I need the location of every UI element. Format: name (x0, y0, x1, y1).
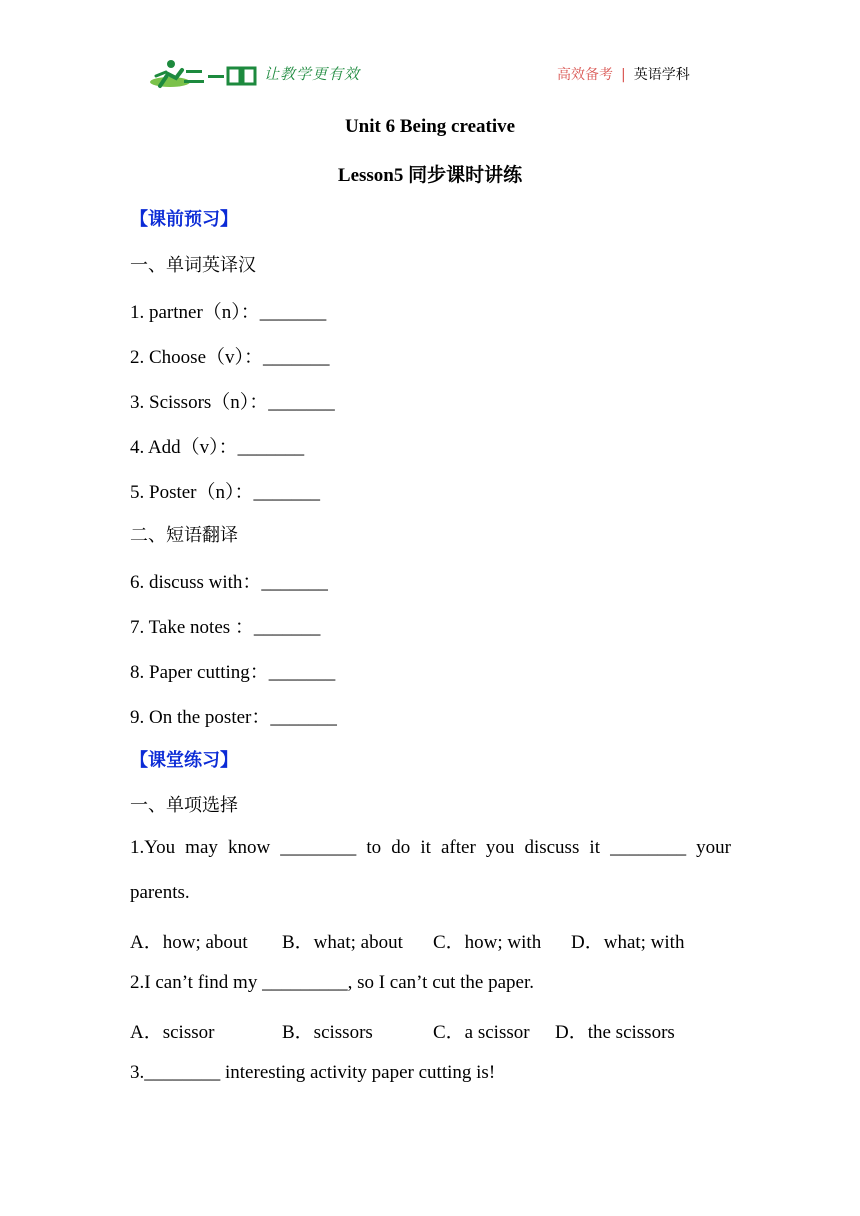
part1-title: 一、单词英译汉 (130, 255, 256, 276)
logo-icon (148, 58, 258, 92)
option-c: C．how; with (433, 932, 542, 953)
option-c: C．a scissor (433, 1022, 530, 1043)
header-tag: 高效备考 (557, 67, 613, 83)
lesson-title: Lesson5 同步课时讲练 (337, 165, 523, 186)
header-separator: | (621, 67, 626, 83)
option-d: D．the scissors (555, 1022, 675, 1043)
question-1-cont: parents. (130, 882, 190, 903)
slogan: 让教学更有效 (264, 65, 361, 83)
question-2: 2.I can’t find my _________, so I can’t cut the paper. (130, 972, 535, 993)
question-2-options (130, 1017, 731, 1041)
word-item: 5. Poster（n）：_______ (130, 482, 321, 503)
question-1: 1.You may know ________ to do it after you discuss it ________ your (130, 837, 731, 858)
option-a: A．how; about (130, 932, 248, 953)
unit-title: Unit 6 Being creative (344, 116, 516, 137)
question-3: 3.________ interesting activity paper cutting is! (130, 1062, 496, 1083)
word-item: 2. Choose（v）：_______ (130, 347, 330, 368)
phrase-item: 6. discuss with：_______ (130, 572, 328, 593)
word-item: 1. partner（n）：_______ (130, 302, 327, 323)
word-item: 4. Add（v）：_______ (130, 437, 305, 458)
option-b: B．scissors (282, 1022, 373, 1043)
option-d: D．what; with (571, 932, 685, 953)
option-a: A．scissor (130, 1022, 215, 1043)
header-subject: 英语学科 (633, 67, 690, 83)
page-header (0, 0, 860, 110)
choice-title: 一、单项选择 (130, 795, 238, 816)
phrase-item: 8. Paper cutting：_______ (130, 662, 336, 683)
classroom-heading: 【课堂练习】 (130, 750, 238, 771)
part2-title: 二、短语翻译 (130, 525, 238, 546)
word-item: 3. Scissors（n）：_______ (130, 392, 335, 413)
header-right (557, 64, 690, 84)
preview-heading: 【课前预习】 (130, 209, 238, 230)
option-b: B．what; about (282, 932, 403, 953)
question-1-options (130, 927, 731, 951)
phrase-item: 7. Take notes ：_______ (130, 617, 321, 638)
phrase-item: 9. On the poster：_______ (130, 707, 337, 728)
